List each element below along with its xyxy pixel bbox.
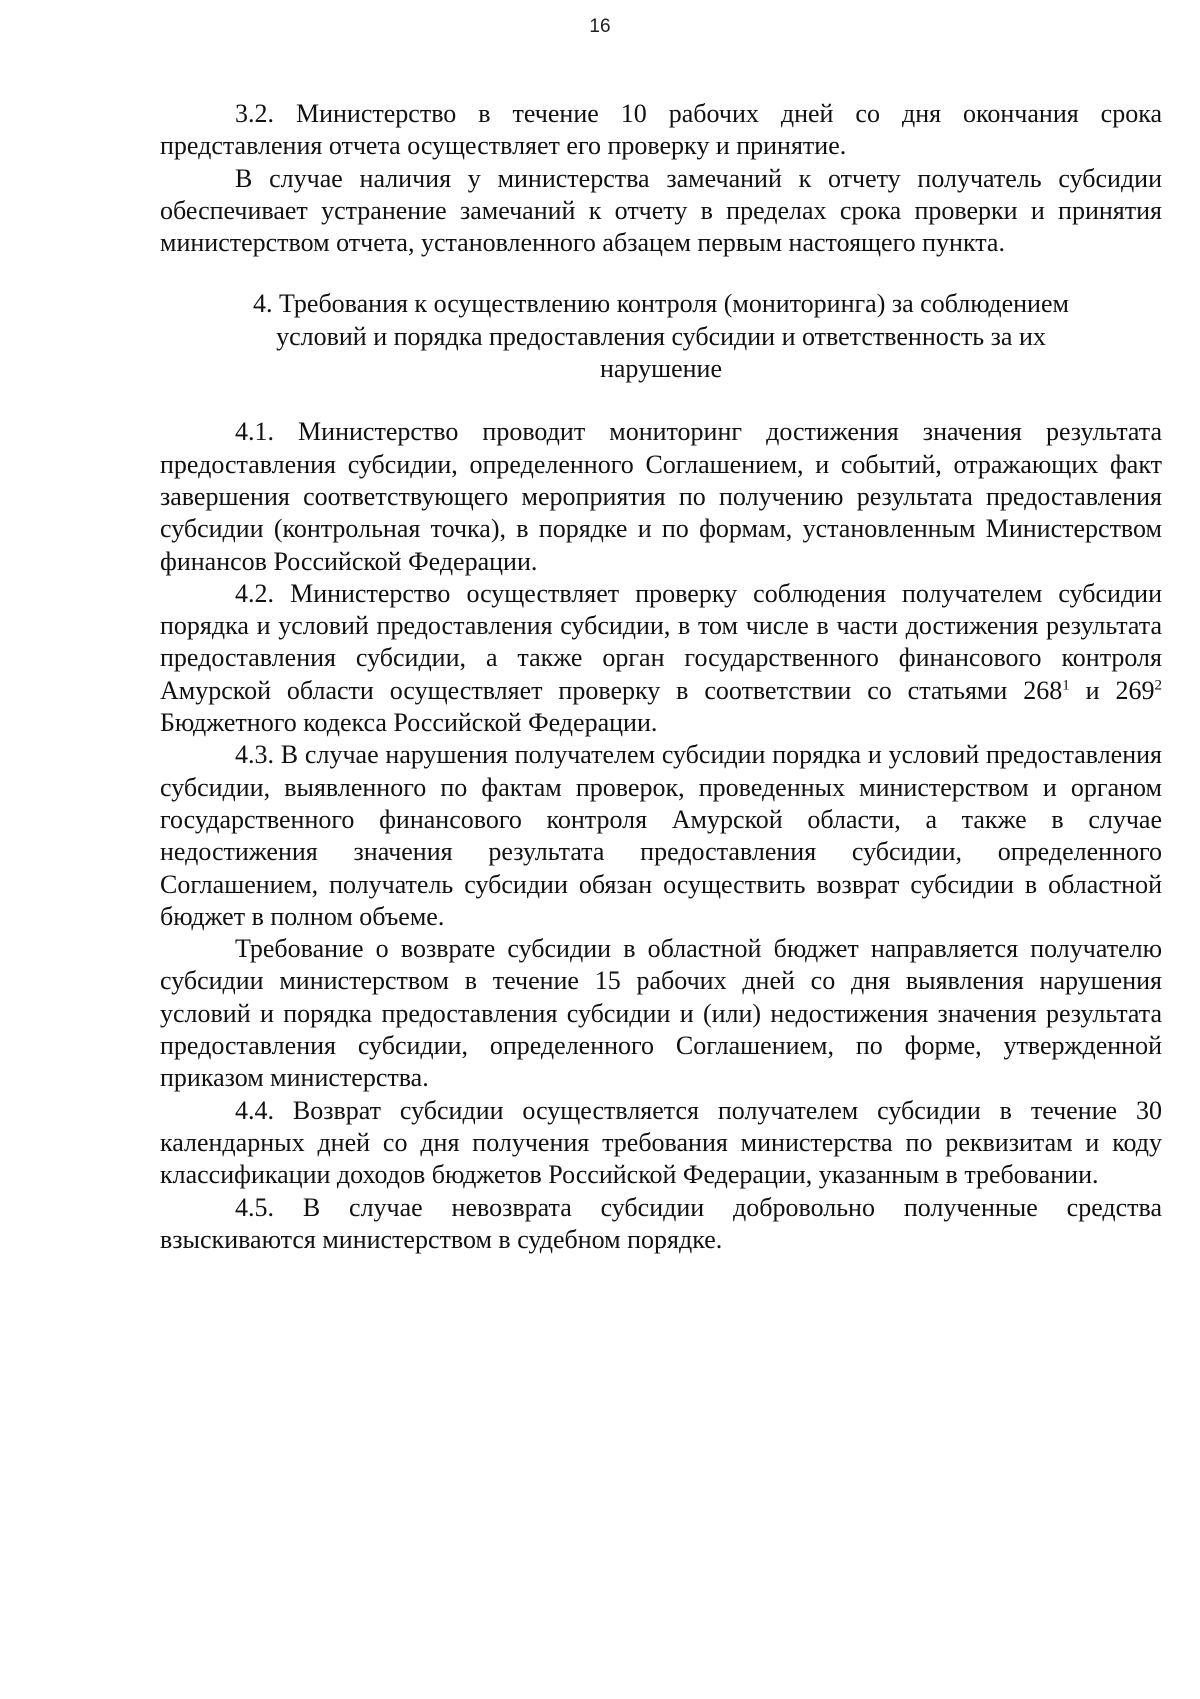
superscript: 2 xyxy=(1154,677,1162,694)
paragraph-4-2 xyxy=(160,578,1162,739)
paragraph-4-2-text: 4.2. Министерство осуществляет проверку соблюдения получателем субсидии порядка и условий предоставления субсидии, в том числе в части достижения результата предоставления субсидии, а также орган государственного финансового контроля Амурской области осуществляет проверку в соответствии со статьями 268 xyxy=(160,578,1162,705)
paragraph-4-3-requirement: Требование о возврате субсидии в областной бюджет направляется получателю субсидии министерством в течение 15 рабочих дней со дня выявления нарушения условий и порядка предоставления субсидии и (или) недостижения значения результата предоставления субсидии, определенного Соглашением, по форме, утвержденной приказом министерства. xyxy=(160,934,1162,1093)
paragraph-4-3: 4.3. В случае нарушения получателем субсидии порядка и условий предоставления субсидии, выявленного по фактам проверок, проведенных министерством и органом государственного финансового контроля Амурской области, а также в случае недостижения значения результата предоставления субсидии, определенного Соглашением, получатель субсидии обязан осуществить возврат субсидии в областной бюджет в полном объеме. xyxy=(160,740,1162,931)
superscript: 1 xyxy=(1062,677,1070,694)
paragraph-3-2: 3.2. Министерство в течение 10 рабочих дней со дня окончания срока представления отчета осуществляет его проверку и принятие. xyxy=(160,99,1162,161)
page-number: 16 xyxy=(589,16,611,37)
section-heading-line: 4. Требования к осуществлению контроля (мониторинга) за соблюдением xyxy=(253,289,1069,319)
section-heading-line: нарушение xyxy=(599,354,723,384)
section-heading-line: условий и порядка предоставления субсидии и ответственность за их xyxy=(276,321,1046,351)
paragraph-4-5: 4.5. В случае невозврата субсидии добровольно полученные средства взыскиваются министерством в судебном порядке. xyxy=(160,1192,1162,1254)
document-body xyxy=(160,98,1162,1256)
section-4-heading xyxy=(160,288,1162,385)
paragraph-4-2-text: и 269 xyxy=(1069,675,1155,705)
paragraph-4-2-text: Бюджетного кодекса Российской Федерации. xyxy=(160,708,658,738)
paragraph-4-1: 4.1. Министерство проводит мониторинг достижения значения результата предоставления субсидии, определенного Соглашением, и событий, отражающих факт завершения соответствующего мероприятия по получению результата предоставления субсидии (контрольная точка), в порядке и по формам, установленным Министерством финансов Российской Федерации. xyxy=(160,417,1162,576)
paragraph-3-2-remarks: В случае наличия у министерства замечаний к отчету получатель субсидии обеспечивает устранение замечаний к отчету в пределах срока проверки и принятия министерством отчета, установленного абзацем первым настоящего пункта. xyxy=(160,163,1162,258)
paragraph-4-4: 4.4. Возврат субсидии осуществляется получателем субсидии в течение 30 календарных дней со дня получения требования министерства по реквизитам и коду классификации доходов бюджетов Российской Федерации, указанным в требовании. xyxy=(160,1095,1162,1190)
